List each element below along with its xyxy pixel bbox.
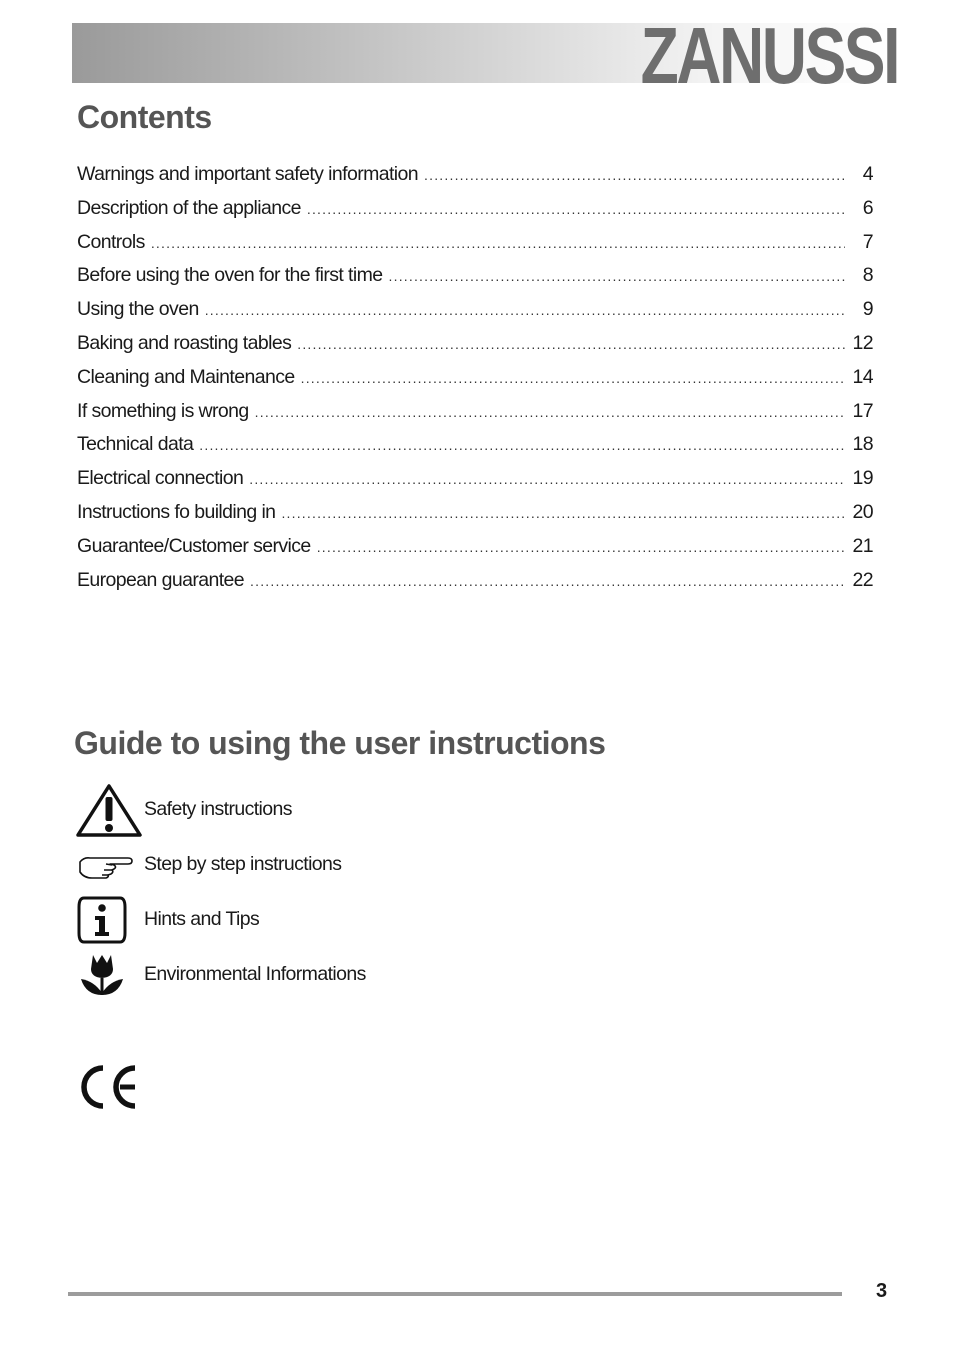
toc-leader-dots bbox=[250, 573, 844, 589]
toc-entry-label: If something is wrong bbox=[77, 399, 249, 422]
toc-entry-page: 4 bbox=[862, 163, 873, 185]
toc-leader-dots bbox=[317, 539, 845, 555]
toc-entry-label: Instructions fo building in bbox=[77, 500, 276, 523]
toc-entry-label: Cleaning and Maintenance bbox=[77, 365, 295, 388]
toc-leader-dots bbox=[389, 268, 845, 284]
toc-leader-dots bbox=[249, 471, 844, 487]
warning-triangle-icon bbox=[76, 782, 144, 837]
toc-entry[interactable] bbox=[77, 163, 873, 197]
toc-entry-page: 18 bbox=[852, 433, 873, 456]
toc-entry-page: 22 bbox=[852, 568, 873, 591]
toc-entry[interactable] bbox=[77, 501, 873, 535]
toc-entry-page: 20 bbox=[852, 500, 873, 523]
legend-item-safety bbox=[76, 782, 366, 837]
toc-entry-page: 9 bbox=[862, 298, 873, 321]
toc-entry[interactable] bbox=[77, 332, 873, 366]
toc-entry-label: Guarantee/Customer service bbox=[77, 534, 311, 557]
legend-label: Environmental Informations bbox=[144, 963, 366, 985]
toc-entry[interactable] bbox=[77, 569, 873, 603]
contents-title: Contents bbox=[77, 99, 212, 135]
toc-entry-label: Using the oven bbox=[77, 298, 199, 321]
toc-entry[interactable] bbox=[77, 298, 873, 332]
toc-entry-label: Description of the appliance bbox=[77, 196, 301, 219]
toc-entry[interactable] bbox=[77, 535, 873, 569]
toc-entry-page: 8 bbox=[862, 264, 873, 287]
toc-entry-page: 19 bbox=[852, 467, 873, 490]
footer-rule bbox=[68, 1292, 842, 1296]
toc-leader-dots bbox=[307, 201, 845, 217]
guide-title: Guide to using the user instructions bbox=[74, 725, 606, 761]
toc-entry-label: Controls bbox=[77, 230, 145, 253]
toc-entry-label: Electrical connection bbox=[77, 467, 244, 490]
toc-leader-dots bbox=[424, 167, 845, 183]
legend-label: Hints and Tips bbox=[144, 908, 260, 930]
ce-mark-logo bbox=[78, 1064, 138, 1115]
toc-entry[interactable] bbox=[77, 400, 873, 434]
page-number: 3 bbox=[876, 1280, 888, 1302]
toc-leader-dots bbox=[255, 404, 845, 420]
toc-entry-label: Before using the oven for the first time bbox=[77, 264, 383, 287]
toc-entry[interactable] bbox=[77, 467, 873, 501]
toc-entry-label: Technical data bbox=[77, 433, 194, 456]
toc-entry[interactable] bbox=[77, 231, 873, 265]
info-icon bbox=[76, 892, 144, 947]
toc-leader-dots bbox=[151, 235, 845, 251]
legend-item-steps bbox=[76, 837, 366, 892]
toc-entry-label: European guarantee bbox=[77, 568, 245, 591]
legend-label: Step by step instructions bbox=[144, 853, 342, 875]
toc-entry-page: 6 bbox=[862, 196, 873, 219]
toc-entry-label: Warnings and important safety information bbox=[77, 163, 419, 185]
toc-entry[interactable] bbox=[77, 197, 873, 231]
environment-flower-icon bbox=[76, 947, 144, 1002]
toc-leader-dots bbox=[297, 336, 844, 352]
toc-entry[interactable] bbox=[77, 433, 873, 467]
symbol-legend bbox=[76, 782, 366, 1002]
toc-entry-page: 7 bbox=[862, 230, 873, 253]
toc-entry[interactable] bbox=[77, 366, 873, 400]
legend-item-environment bbox=[76, 947, 366, 1002]
brand-logo: ZANUSSI bbox=[640, 11, 898, 100]
pointing-hand-icon bbox=[76, 837, 144, 892]
toc-entry[interactable] bbox=[77, 264, 873, 298]
toc-leader-dots bbox=[199, 437, 844, 453]
toc-entry-label: Baking and roasting tables bbox=[77, 331, 292, 354]
table-of-contents bbox=[77, 163, 873, 602]
legend-item-hints bbox=[76, 892, 366, 947]
legend-label: Safety instructions bbox=[144, 798, 292, 820]
toc-entry-page: 21 bbox=[852, 534, 873, 557]
toc-entry-page: 17 bbox=[852, 399, 873, 422]
toc-leader-dots bbox=[205, 302, 845, 318]
toc-leader-dots bbox=[301, 370, 845, 386]
toc-entry-page: 12 bbox=[852, 331, 873, 354]
toc-entry-page: 14 bbox=[852, 365, 873, 388]
toc-leader-dots bbox=[281, 505, 844, 521]
